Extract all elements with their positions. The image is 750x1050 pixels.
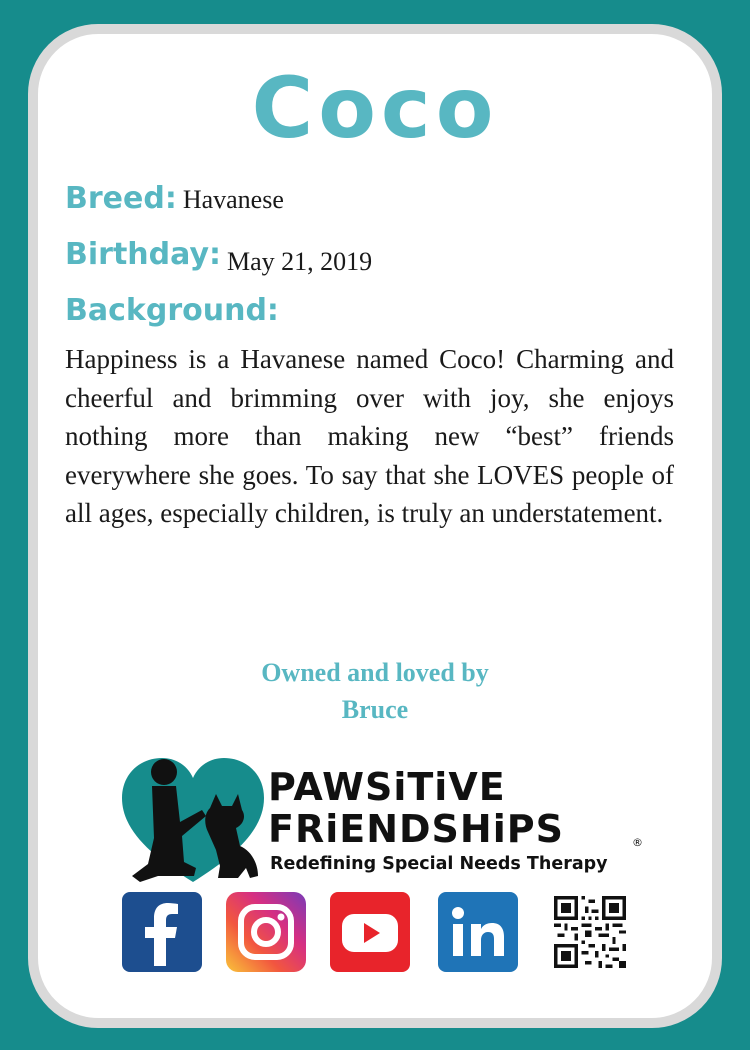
birthday-row: [65, 237, 373, 276]
pet-card: [28, 24, 722, 1028]
owner-name: Bruce: [341, 695, 409, 724]
birthday-value: May 21, 2019: [227, 247, 373, 276]
registered-mark: ®: [632, 836, 643, 849]
youtube-icon[interactable]: [330, 892, 410, 972]
boy-and-dog-heart-icon: [118, 750, 268, 890]
instagram-icon[interactable]: [226, 892, 306, 972]
background-text: Happiness is a Havanese named Coco! Charming and cheerful and brimming over with joy, she enjoys nothing more than making new “best” friends everywhere she goes. To say that she LOVES people of all ages, especially children, is truly an understatement.: [65, 344, 674, 528]
linkedin-icon[interactable]: [438, 892, 518, 972]
breed-label: Breed:: [65, 181, 177, 216]
owner-line-1: Owned and loved by: [261, 658, 489, 687]
breed-row: [65, 181, 284, 216]
qr-code-icon[interactable]: [554, 896, 626, 968]
breed-value: Havanese: [182, 185, 284, 214]
brand-name-line-1: PAWSiTiVE: [268, 765, 506, 809]
brand-tagline: Redefining Special Needs Therapy: [270, 854, 608, 874]
pawsitive-friendships-logo: [118, 750, 658, 890]
owner-credit: [38, 654, 712, 728]
background-label: Background:: [65, 293, 279, 328]
pet-name: Coco: [251, 59, 499, 157]
facebook-icon[interactable]: [122, 892, 202, 972]
birthday-label: Birthday:: [65, 237, 221, 272]
brand-name-line-2: FRiENDSHiPS: [268, 807, 564, 851]
